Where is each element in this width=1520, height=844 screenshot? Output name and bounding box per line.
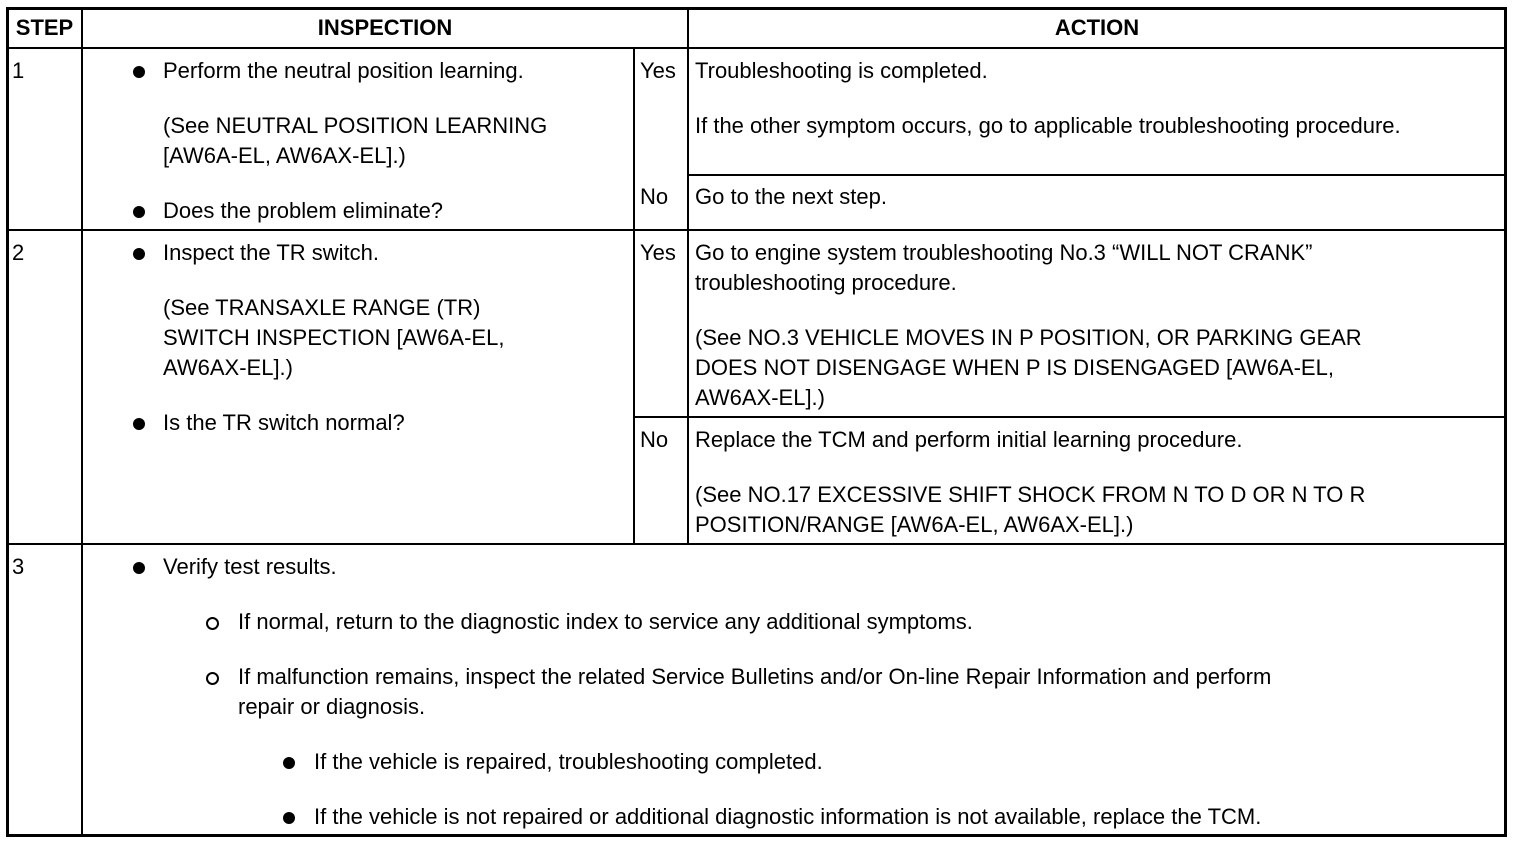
step-3-line: If normal, return to the diagnostic index to service any additional symptoms. — [238, 609, 973, 634]
step-2-yes-action: troubleshooting procedure. — [695, 270, 957, 295]
step-1-inspection-line: Perform the neutral position learning. — [163, 58, 524, 83]
step-3-line: If malfunction remains, inspect the related Service Bulletins and/or On-line Repair Information and perform — [238, 664, 1272, 689]
step-1-yes-action: Troubleshooting is completed. — [695, 58, 988, 83]
bullet-icon — [133, 66, 145, 78]
step-2-no-action: (See NO.17 EXCESSIVE SHIFT SHOCK FROM N TO D OR N TO R — [695, 482, 1366, 507]
step-3-line: Verify test results. — [163, 554, 337, 579]
step-3-line: If the vehicle is repaired, troubleshooting completed. — [314, 749, 823, 774]
header-divider — [6, 47, 1507, 49]
step-3-line: If the vehicle is not repaired or additional diagnostic information is not available, replace the TCM. — [314, 804, 1262, 829]
step-2-inspection-line: (See TRANSAXLE RANGE (TR) — [163, 295, 481, 320]
inspection-action-divider — [687, 7, 689, 545]
step-2-yes-action: AW6AX-EL].) — [695, 385, 825, 410]
yes-no-divider-2 — [634, 416, 1507, 418]
step-1-yes-action: If the other symptom occurs, go to applicable troubleshooting procedure. — [695, 113, 1401, 138]
header-inspection: INSPECTION — [317, 15, 453, 40]
step-number-1: 1 — [12, 58, 25, 83]
bullet-icon — [283, 812, 295, 824]
step-2-yes-action: (See NO.3 VEHICLE MOVES IN P POSITION, OR PARKING GEAR — [695, 325, 1362, 350]
yes-no-divider-1 — [688, 174, 1507, 176]
step-column-divider — [81, 7, 83, 837]
bullet-icon — [133, 206, 145, 218]
step-2-yes-action: DOES NOT DISENGAGE WHEN P IS DISENGAGED [AW6A-EL, — [695, 355, 1334, 380]
step-number-2: 2 — [12, 240, 25, 265]
step-1-inspection-line: (See NEUTRAL POSITION LEARNING — [163, 113, 548, 138]
step-1-inspection-line: [AW6A-EL, AW6AX-EL].) — [163, 143, 406, 168]
step-2-yes-label: Yes — [640, 240, 676, 265]
step-2-yes-action: Go to engine system troubleshooting No.3 “WILL NOT CRANK” — [695, 240, 1313, 265]
step-2-inspection-line: AW6AX-EL].) — [163, 355, 293, 380]
row-divider-1-2 — [6, 229, 1507, 231]
step-2-no-action: Replace the TCM and perform initial learning procedure. — [695, 427, 1243, 452]
step-2-no-label: No — [640, 427, 669, 452]
header-action: ACTION — [1054, 15, 1140, 40]
step-2-no-action: POSITION/RANGE [AW6A-EL, AW6AX-EL].) — [695, 512, 1134, 537]
bullet-icon — [283, 757, 295, 769]
bullet-icon — [133, 418, 145, 430]
step-1-inspection-line: Does the problem eliminate? — [163, 198, 444, 223]
bullet-icon — [133, 248, 145, 260]
yes-no-column-divider — [633, 47, 635, 545]
step-2-inspection-line: Inspect the TR switch. — [163, 240, 380, 265]
step-2-inspection-line: Is the TR switch normal? — [163, 410, 405, 435]
hollow-bullet-icon — [206, 672, 219, 685]
step-2-inspection-line: SWITCH INSPECTION [AW6A-EL, — [163, 325, 505, 350]
hollow-bullet-icon — [206, 617, 219, 630]
step-1-yes-label: Yes — [640, 58, 676, 83]
step-3-line: repair or diagnosis. — [238, 694, 426, 719]
row-divider-2-3 — [6, 543, 1507, 545]
bullet-icon — [133, 562, 145, 574]
step-number-3: 3 — [12, 554, 25, 579]
step-1-no-label: No — [640, 184, 669, 209]
header-step: STEP — [15, 15, 74, 40]
step-1-no-action: Go to the next step. — [695, 184, 888, 209]
